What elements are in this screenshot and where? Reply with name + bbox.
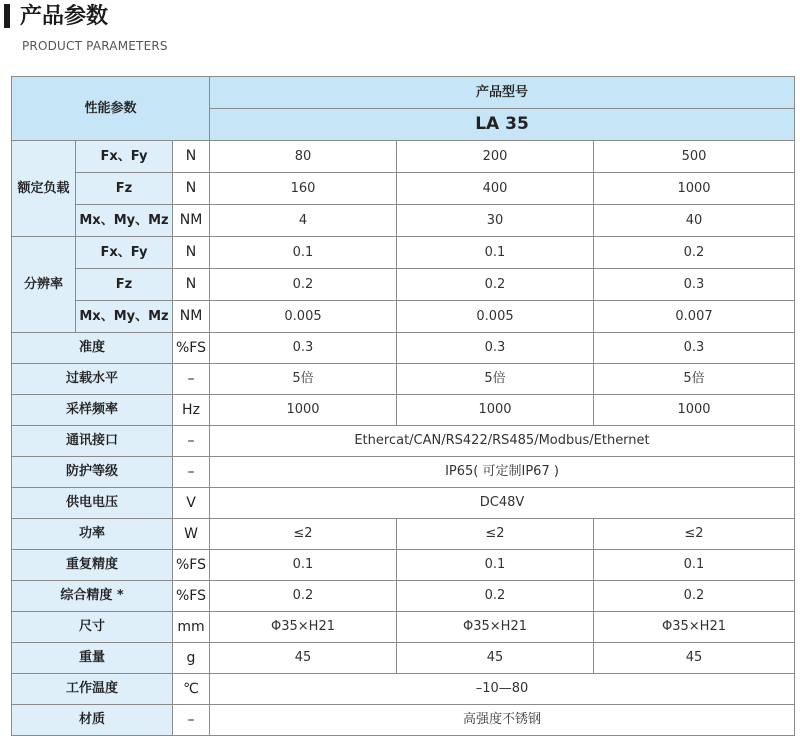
value-cell: 0.2 xyxy=(594,581,795,612)
value-cell: 0.2 xyxy=(210,581,397,612)
row-label: 防护等级 xyxy=(12,457,173,488)
merged-value-cell: 高强度不锈钢 xyxy=(210,705,795,736)
merged-value-cell: –10—80 xyxy=(210,674,795,705)
row-label: 综合精度 * xyxy=(12,581,173,612)
group-label: 分辨率 xyxy=(12,237,76,333)
unit-cell: N xyxy=(173,269,210,301)
value-cell: 200 xyxy=(397,141,594,173)
value-cell: Φ35×H21 xyxy=(210,612,397,643)
unit-cell: %FS xyxy=(173,333,210,364)
value-cell: 0.3 xyxy=(594,333,795,364)
sub-label: Mx、My、Mz xyxy=(76,205,173,237)
value-cell: 40 xyxy=(594,205,795,237)
value-cell: 45 xyxy=(594,643,795,674)
value-cell: 0.1 xyxy=(210,237,397,269)
sub-label: Fz xyxy=(76,173,173,205)
row-label: 过载水平 xyxy=(12,364,173,395)
value-cell: 0.1 xyxy=(397,237,594,269)
value-cell: 0.2 xyxy=(594,237,795,269)
sub-label: Fx、Fy xyxy=(76,141,173,173)
unit-cell: N xyxy=(173,141,210,173)
value-cell: 45 xyxy=(397,643,594,674)
value-cell: 5倍 xyxy=(397,364,594,395)
unit-cell: – xyxy=(173,705,210,736)
value-cell: 45 xyxy=(210,643,397,674)
unit-cell: V xyxy=(173,488,210,519)
value-cell: 0.005 xyxy=(397,301,594,333)
unit-cell: – xyxy=(173,426,210,457)
value-cell: 80 xyxy=(210,141,397,173)
value-cell: 500 xyxy=(594,141,795,173)
value-cell: 30 xyxy=(397,205,594,237)
value-cell: 0.1 xyxy=(594,550,795,581)
parameters-table-body xyxy=(12,77,795,736)
unit-cell: NM xyxy=(173,205,210,237)
value-cell: ≤2 xyxy=(210,519,397,550)
row-label: 供电电压 xyxy=(12,488,173,519)
sub-label: Fx、Fy xyxy=(76,237,173,269)
value-cell: 1000 xyxy=(594,395,795,426)
value-cell: 0.3 xyxy=(397,333,594,364)
unit-cell: N xyxy=(173,237,210,269)
unit-cell: mm xyxy=(173,612,210,643)
page-subtitle: PRODUCT PARAMETERS xyxy=(22,39,168,53)
value-cell: Φ35×H21 xyxy=(397,612,594,643)
value-cell: 0.3 xyxy=(594,269,795,301)
value-cell: 160 xyxy=(210,173,397,205)
value-cell: 0.3 xyxy=(210,333,397,364)
value-cell: 400 xyxy=(397,173,594,205)
row-label: 通讯接口 xyxy=(12,426,173,457)
value-cell: ≤2 xyxy=(594,519,795,550)
value-cell: 0.1 xyxy=(210,550,397,581)
value-cell: 0.1 xyxy=(397,550,594,581)
page-title: 产品参数 xyxy=(20,4,109,29)
group-label: 额定负载 xyxy=(12,141,76,237)
value-cell: 1000 xyxy=(594,173,795,205)
row-label: 采样频率 xyxy=(12,395,173,426)
unit-cell: %FS xyxy=(173,581,210,612)
value-cell: ≤2 xyxy=(397,519,594,550)
row-label: 准度 xyxy=(12,333,173,364)
value-cell: 0.2 xyxy=(210,269,397,301)
value-cell: 0.007 xyxy=(594,301,795,333)
value-cell: 5倍 xyxy=(594,364,795,395)
value-cell: 0.005 xyxy=(210,301,397,333)
param-header-cell: 性能参数 xyxy=(12,77,210,141)
merged-value-cell: Ethercat/CAN/RS422/RS485/Modbus/Ethernet xyxy=(210,426,795,457)
value-cell: 5倍 xyxy=(210,364,397,395)
row-label: 重量 xyxy=(12,643,173,674)
parameters-table xyxy=(11,76,795,736)
value-cell: 0.2 xyxy=(397,581,594,612)
unit-cell: ℃ xyxy=(173,674,210,705)
merged-value-cell: DC48V xyxy=(210,488,795,519)
row-label: 重复精度 xyxy=(12,550,173,581)
model-label-cell: 产品型号 xyxy=(210,77,795,109)
row-label: 功率 xyxy=(12,519,173,550)
value-cell: 1000 xyxy=(210,395,397,426)
sub-label: Mx、My、Mz xyxy=(76,301,173,333)
unit-cell: – xyxy=(173,364,210,395)
model-name-cell: LA 35 xyxy=(210,109,795,141)
merged-value-cell: IP65( 可定制IP67 ) xyxy=(210,457,795,488)
value-cell: 4 xyxy=(210,205,397,237)
unit-cell: – xyxy=(173,457,210,488)
title-accent-bar xyxy=(4,4,10,28)
value-cell: Φ35×H21 xyxy=(594,612,795,643)
unit-cell: NM xyxy=(173,301,210,333)
unit-cell: N xyxy=(173,173,210,205)
unit-cell: %FS xyxy=(173,550,210,581)
row-label: 工作温度 xyxy=(12,674,173,705)
value-cell: 0.2 xyxy=(397,269,594,301)
unit-cell: Hz xyxy=(173,395,210,426)
row-label: 尺寸 xyxy=(12,612,173,643)
unit-cell: W xyxy=(173,519,210,550)
unit-cell: g xyxy=(173,643,210,674)
value-cell: 1000 xyxy=(397,395,594,426)
row-label: 材质 xyxy=(12,705,173,736)
sub-label: Fz xyxy=(76,269,173,301)
